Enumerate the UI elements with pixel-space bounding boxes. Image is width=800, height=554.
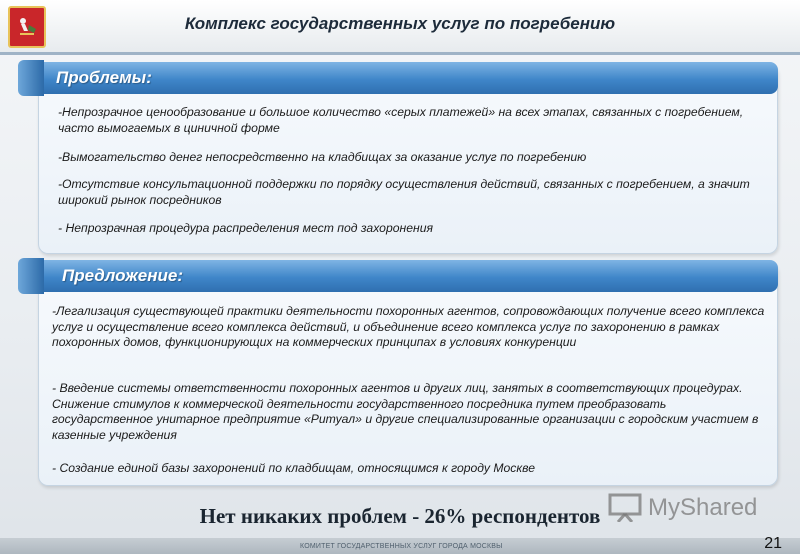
watermark-text: MyShared [648,494,758,521]
page-title: Комплекс государственных услуг по погребению [184,14,616,33]
footer-organization: КОМИТЕТ ГОСУДАРСТВЕННЫХ УСЛУГ ГОРОДА МОСКВЫ [300,543,503,550]
proposals-tab [18,258,44,294]
problems-heading: Проблемы: [56,68,152,87]
problems-tab [18,60,44,96]
problem-item: -Отсутствие консультационной поддержки по порядку осуществления действий, связанных с погребением, а значит широкий рынок посредников [58,177,750,207]
proposals-panel [38,262,778,486]
problem-item: -Вымогательство денег непосредственно на кладбищах за оказание услуг по погребению [58,150,587,164]
proposal-item: - Создание единой базы захоронений по кладбищам, относящимся к городу Москве [52,461,536,475]
survey-statement: Нет никаких проблем - 26% респондентов [199,504,601,528]
problem-item: - Непрозрачная процедура распределения мест под захоронения [58,221,433,235]
page-number: 21 [764,535,782,552]
problem-item: -Непрозрачное ценообразование и большое количество «серых платежей» на всех этапах, связанных с погребением, часто вымогаемых в циничной форме [58,105,744,135]
proposal-item: - Введение системы ответственности похоронных агентов и других лиц, занятых в соответствующих процедурах. Снижение стимулов к коммерческой деятельности государственного посредника путем преобразовать государственное унитарное предприятие «Ритуал» и другие специализированные организации с городским участием в казенные учреждения [52,381,759,442]
proposals-heading: Предложение: [62,266,184,285]
presentation-board-icon [608,492,644,522]
header [0,0,800,55]
watermark [608,492,768,524]
proposal-item: -Легализация существующей практики деятельности похоронных агентов, сопровождающих получение всего комплекса услуг и осуществление всего комплекса действий, и объединение всего комплекса услуг по захоронению в рамках похоронных домов, функционирующих на коммерческих принципах в условиях конкуренции [52,304,765,349]
